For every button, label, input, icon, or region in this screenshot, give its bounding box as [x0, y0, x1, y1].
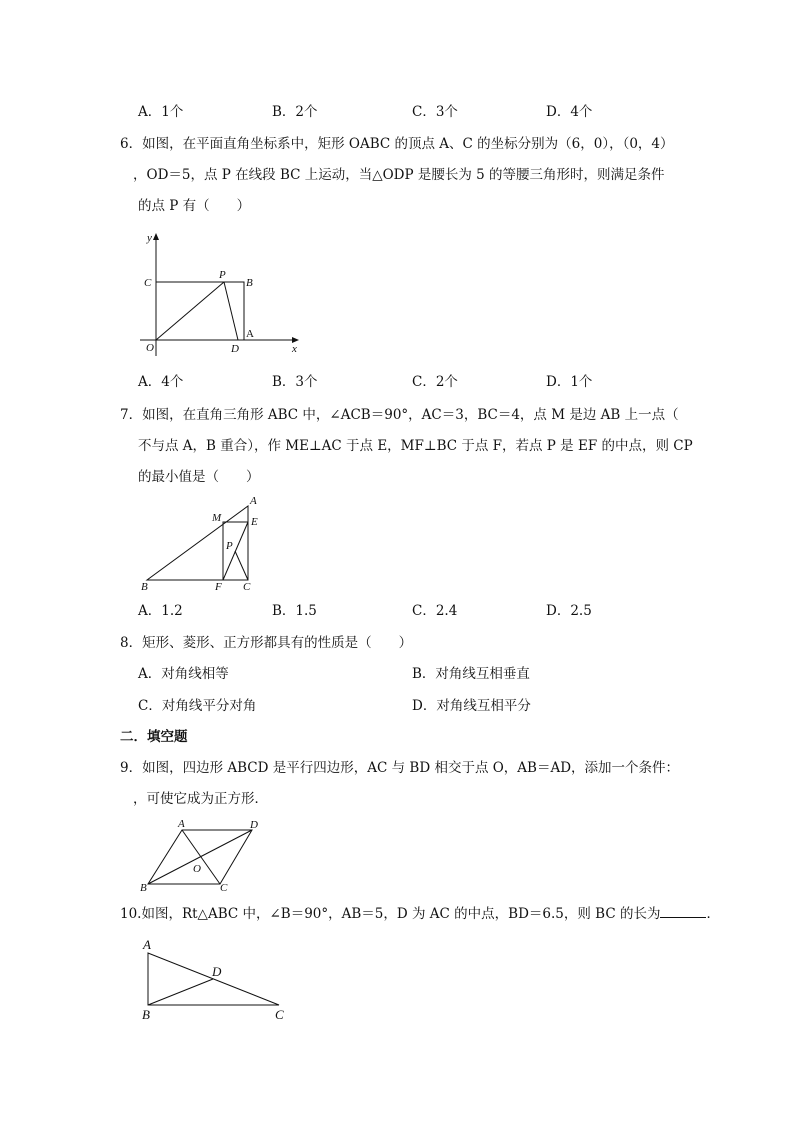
q6-label-p: P	[219, 269, 226, 281]
q8-option-c: C．对角线平分对角	[138, 698, 257, 714]
q8-option-b: B．对角线互相垂直	[412, 666, 530, 682]
q7-label-p: P	[226, 540, 233, 552]
q6-label-d: D	[231, 343, 239, 355]
q7-label-m: M	[212, 512, 222, 524]
q6-label-x: x	[292, 343, 297, 355]
q10-label-d: D	[212, 964, 222, 979]
q5-option-d: D．4个	[546, 104, 593, 120]
q9-stem-line2: ，可使它成为正方形．	[133, 791, 268, 807]
q7-label-c: C	[243, 581, 251, 593]
q6-stem-line3: 的点 P 有（ ）	[138, 198, 251, 214]
q6-stem-line2: ，OD＝5，点 P 在线段 BC 上运动，当△ODP 是腰长为 5 的等腰三角形时，则满足条件	[133, 167, 665, 183]
q6-label-o: O	[146, 342, 154, 354]
q6-option-a: A．4个	[138, 374, 184, 390]
q6-label-y: y	[147, 232, 152, 244]
q10-label-b: B	[142, 1007, 150, 1022]
q7-stem-line2: 不与点 A，B 重合），作 ME⊥AC 于点 E，MF⊥BC 于点 F，若点 P 是 EF 的中点，则 CP	[138, 438, 693, 454]
q5-option-a: A．1个	[138, 104, 184, 120]
q7-label-b: B	[141, 581, 148, 593]
q6-label-a: A	[246, 328, 254, 340]
q7-option-d: D．2.5	[546, 603, 592, 619]
q6-option-d: D．1个	[546, 374, 593, 390]
q7-option-a: A．1.2	[138, 603, 183, 619]
q6-stem-line1: 6．如图，在平面直角坐标系中，矩形 OABC 的顶点 A、C 的坐标分别为（6，0），（0，4）	[120, 136, 674, 152]
q9-label-a: A	[178, 818, 185, 830]
q10-label-c: C	[275, 1007, 284, 1022]
q6-label-c: C	[144, 277, 152, 289]
q6-option-b: B．3个	[272, 374, 318, 390]
q7-option-c: C．2.4	[412, 603, 458, 619]
q10-segment-bd	[148, 979, 213, 1005]
q9-label-o: O	[193, 863, 201, 875]
q6-option-c: C．2个	[412, 374, 458, 390]
section-title-fill-blank: 二．填空题	[120, 729, 188, 745]
q7-option-b: B．1.5	[272, 603, 317, 619]
q7-stem-line3: 的最小值是（ ）	[138, 469, 260, 485]
q8-option-a: A．对角线相等	[138, 666, 229, 682]
q8-stem-line1: 8．矩形、菱形、正方形都具有的性质是（ ）	[120, 635, 413, 651]
q10-stem-text: 10.如图，Rt△ABC 中，∠B＝90°，AB＝5，D 为 AC 的中点，BD＝6.5，则 BC 的长为	[120, 906, 661, 922]
q9-label-c: C	[220, 882, 228, 894]
q7-label-a: A	[250, 495, 257, 507]
q5-option-c: C．3个	[412, 104, 458, 120]
q9-stem-line1: 9．如图，四边形 ABCD 是平行四边形，AC 与 BD 相交于点 O，AB＝AD，添加一个条件：	[120, 760, 680, 776]
q8-option-d: D．对角线互相平分	[412, 698, 531, 714]
q6-label-b: B	[246, 277, 253, 289]
q10-stem-end: ．	[706, 906, 720, 922]
q5-option-b: B．2个	[272, 104, 318, 120]
q7-stem-line1: 7．如图，在直角三角形 ABC 中，∠ACB＝90°，AC＝3，BC＝4，点 M 是边 AB 上一点（	[120, 407, 679, 423]
q9-label-d: D	[250, 819, 258, 831]
q9-label-b: B	[140, 882, 147, 894]
q10-label-a: A	[143, 937, 151, 952]
q7-label-e: E	[251, 516, 258, 528]
q7-label-f: F	[215, 581, 222, 593]
